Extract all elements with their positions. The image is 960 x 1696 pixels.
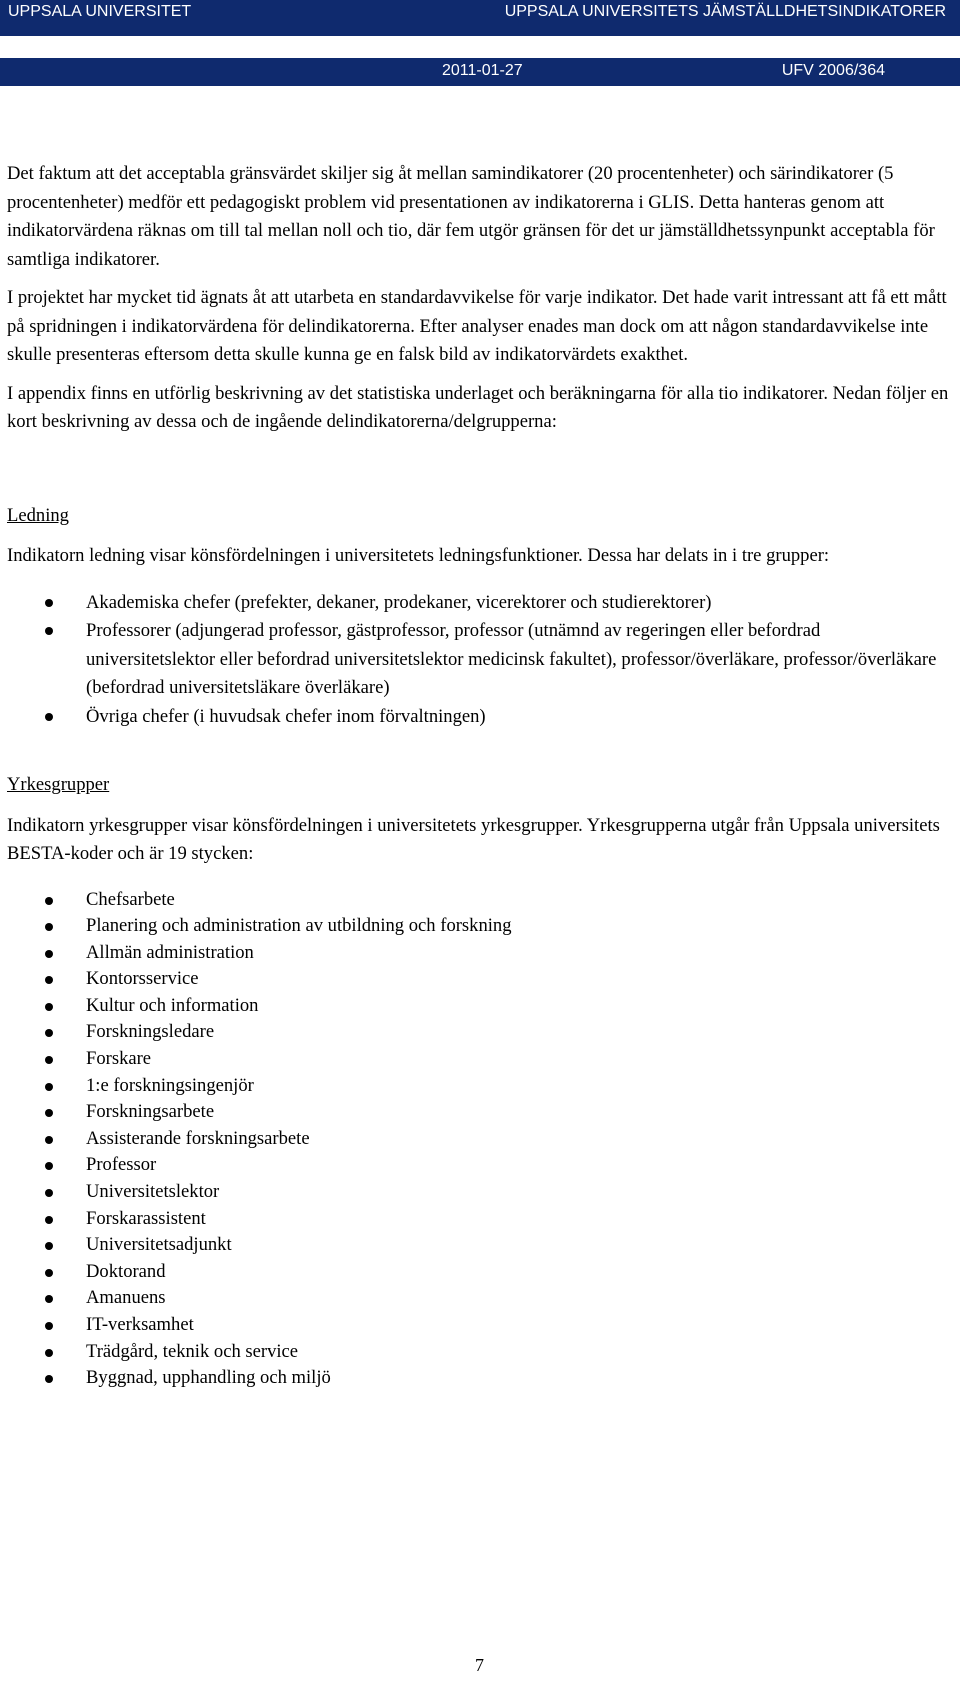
- list-item-text: Akademiska chefer (prefekter, dekaner, prodekaner, vicerektorer och studierektorer): [86, 591, 712, 613]
- list-item-text: Amanuens: [86, 1287, 166, 1309]
- list-item-text: Trädgård, teknik och service: [86, 1340, 299, 1362]
- list-item: [7, 703, 952, 732]
- list-item: [7, 1046, 952, 1073]
- bullet-icon: [45, 1269, 53, 1277]
- list-item: [7, 1073, 952, 1100]
- ledning-intro: Indikatorn ledning visar könsfördelningen i universitetets ledningsfunktioner. Dessa har delats in i tre grupper:: [7, 545, 830, 566]
- bullet-icon: [45, 1083, 53, 1091]
- list-item-text: Övriga chefer (i huvudsak chefer inom förvaltningen): [86, 705, 486, 727]
- list-item: [7, 1365, 952, 1392]
- list-item: [7, 887, 952, 914]
- list-item-text: Doktorand: [86, 1260, 166, 1282]
- bullet-icon: [45, 1242, 53, 1250]
- document-title: UPPSALA UNIVERSITETS JÄMSTÄLLDHETSINDIKATORER: [504, 3, 946, 20]
- list-item-text: Professorer (adjungerad professor, gästprofessor, professor (utnämnd av regeringen eller befordrad universitetslektor eller befordrad universitetslektor medicinsk fakultet), professor/överläkare, professor/överläkare (befordrad universitetsläkare överläkare): [86, 620, 937, 698]
- list-item: [7, 1152, 952, 1179]
- bullet-icon: [45, 713, 53, 721]
- bullet-icon: [45, 923, 53, 931]
- bullet-icon: [45, 1295, 53, 1303]
- list-item: [7, 1259, 952, 1286]
- bullet-icon: [45, 627, 53, 635]
- bullet-icon: [45, 1216, 53, 1224]
- list-item: [7, 940, 952, 967]
- list-item: [7, 966, 952, 993]
- bullet-icon: [45, 1003, 53, 1011]
- list-item: [7, 1339, 952, 1366]
- list-item-text: Kultur och information: [86, 994, 259, 1016]
- list-item: [7, 993, 952, 1020]
- bullet-icon: [45, 1056, 53, 1064]
- list-item-text: Forskarassistent: [86, 1207, 206, 1229]
- paragraph-gransvarde: Det faktum att det acceptabla gränsvärdet skiljer sig åt mellan samindikatorer (20 procentenheter) och särindikatorer (5 procentenheter) medför ett pedagogiskt problem vid presentationen av indikatorerna i GLIS. Detta hanteras genom att indikatorvärdena räknas om till tal mellan noll och tio, där fem utgör gränsen för det ur jämställdhetssynpunkt acceptabla för samtliga indikatorer.: [7, 163, 935, 270]
- bullet-icon: [45, 950, 53, 958]
- section-heading-yrkesgrupper: Yrkesgrupper: [7, 774, 110, 795]
- bullet-icon: [45, 1136, 53, 1144]
- university-name: UPPSALA UNIVERSITET: [8, 3, 192, 20]
- list-item-text: Forskningsledare: [86, 1021, 215, 1043]
- list-item-text: Professor: [86, 1154, 157, 1176]
- list-item: [7, 617, 952, 703]
- list-item: [7, 589, 952, 618]
- list-item-text: Planering och administration av utbildning och forskning: [86, 915, 512, 937]
- header-bar: [0, 0, 960, 36]
- yrkesgrupper-list: [7, 887, 952, 1392]
- list-item-text: Kontorsservice: [86, 968, 199, 990]
- list-item: [7, 1019, 952, 1046]
- list-item-text: Forskningsarbete: [86, 1101, 215, 1123]
- section-heading-ledning: Ledning: [7, 504, 69, 526]
- bullet-icon: [45, 599, 53, 607]
- paragraph-appendix: I appendix finns en utförlig beskrivning av det statistiska underlaget och beräkningarna för alla tio indikatorer. Nedan följer en kort beskrivning av dessa och de ingående delindikatorerna/delgrupperna:: [7, 382, 949, 432]
- bullet-icon: [45, 1162, 53, 1170]
- bullet-icon: [45, 1189, 53, 1197]
- header-meta-bar: [0, 58, 960, 86]
- list-item: [7, 1206, 952, 1233]
- bullet-icon: [45, 976, 53, 984]
- bullet-icon: [45, 1375, 53, 1383]
- document-reference: UFV 2006/364: [781, 62, 885, 79]
- list-item-text: IT-verksamhet: [86, 1314, 194, 1335]
- bullet-icon: [45, 1349, 53, 1357]
- paragraph-standardavvikelse: I projektet har mycket tid ägnats åt att utarbeta en standardavvikelse för varje indikator. Det hade varit intressant att få ett mått på spridningen i indikatorvärdena för delindikatorerna. Efter analyser enades man dock om att någon standardavvikelse inte skulle presenteras eftersom detta skulle kunna ge en falsk bild av indikatorvärdets exakthet.: [7, 287, 947, 365]
- list-item-text: Universitetslektor: [86, 1181, 220, 1203]
- bullet-icon: [45, 1109, 53, 1117]
- list-item-text: Assisterande forskningsarbete: [86, 1127, 310, 1149]
- bullet-icon: [45, 897, 53, 905]
- document-body: [7, 160, 952, 1392]
- list-item-text: Allmän administration: [86, 941, 254, 963]
- list-item: [7, 1126, 952, 1153]
- bullet-icon: [45, 1029, 53, 1037]
- document-date: 2011-01-27: [442, 62, 523, 79]
- list-item: [7, 1232, 952, 1259]
- list-item: [7, 1179, 952, 1206]
- list-item-text: Universitetsadjunkt: [86, 1234, 232, 1256]
- list-item-text: Byggnad, upphandling och miljö: [86, 1367, 331, 1389]
- list-item: [7, 1312, 952, 1339]
- bullet-icon: [45, 1322, 53, 1330]
- ledning-list: [7, 589, 952, 732]
- list-item: [7, 1285, 952, 1312]
- list-item-text: 1:e forskningsingenjör: [86, 1074, 254, 1096]
- list-item: [7, 913, 952, 940]
- list-item: [7, 1099, 952, 1126]
- yrkesgrupper-intro: Indikatorn yrkesgrupper visar könsfördelningen i universitetets yrkesgrupper. Yrkesgrupperna utgår från Uppsala universitets BESTA-koder och är 19 stycken:: [7, 814, 940, 864]
- list-item-text: Forskare: [86, 1048, 152, 1070]
- page-number: 7: [475, 1655, 484, 1675]
- list-item-text: Chefsarbete: [86, 888, 175, 910]
